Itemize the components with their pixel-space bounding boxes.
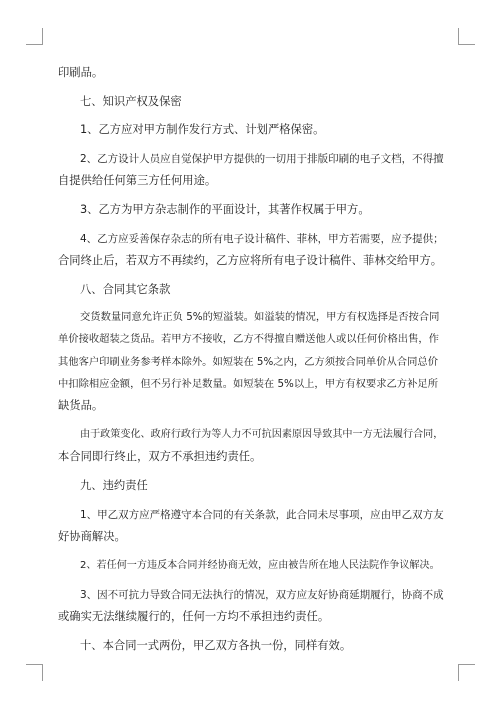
text-line: 4、乙方应妥善保存杂志的所有电子设计稿件、菲林，甲方若需要，应予提供； <box>80 233 444 245</box>
crop-mark-top-left <box>26 28 43 45</box>
text-line: 单价接收超装之货品。若甲方不接收，乙方不得擅自赠送他人或以任何价格出售，作 <box>58 333 439 345</box>
text-line: 由于政策变化、政府行政行为等人力不可抗因素原因导致其中一方无法履行合同， <box>80 429 444 440</box>
crop-mark-top-right <box>458 28 475 45</box>
text-line: 好协商解决。 <box>58 530 126 543</box>
section-heading: 九、违约责任 <box>80 479 148 492</box>
text-line: 本合同即行终止，双方不承担违约责任。 <box>58 450 262 463</box>
crop-mark-bottom-right <box>458 664 475 681</box>
section-heading: 七、知识产权及保密 <box>80 95 182 108</box>
text-line: 2、乙方设计人员应自觉保护甲方提供的一切用于排版印刷的电子文档，不得擅 <box>80 153 444 165</box>
text-line: 其他客户印刷业务参考样本除外。如短装在 5%之内，乙方须按合同单价从合同总价 <box>58 356 438 368</box>
text-line: 缺货品。 <box>58 399 104 412</box>
crop-mark-bottom-left <box>26 664 43 681</box>
text-line: 自提供给任何第三方任何用途。 <box>58 174 217 187</box>
text-line: 1、甲乙双方应严格遵守本合同的有关条款，此合同未尽事项，应由甲乙双方友 <box>80 509 444 521</box>
text-line: 十、本合同一式两份，甲乙双方各执一份，同样有效。 <box>80 639 352 652</box>
text-line: 中扣除相应金额，但不另行补足数量。如短装在 5%以上，甲方有权要求乙方补足所 <box>58 378 438 390</box>
text-line: 3、因不可抗力导致合同无法执行的情况，双方应友好协商延期履行，协商不成 <box>80 589 444 601</box>
text-line: 印刷品。 <box>58 66 104 79</box>
text-line: 或确实无法继续履行的，任何一方均不承担违约责任。 <box>58 610 330 623</box>
section-heading: 八、合同其它条款 <box>80 283 171 296</box>
text-line: 3、乙方为甲方杂志制作的平面设计，其著作权属于甲方。 <box>80 203 370 216</box>
text-line: 合同终止后，若双方不再续约，乙方应将所有电子设计稿件、菲林交给甲方。 <box>58 254 443 267</box>
text-line: 交货数量同意允许正负 5%的短溢装。如溢装的情况，甲方有权选择是否按合同 <box>80 311 440 323</box>
text-line: 1、乙方应对甲方制作发行方式、计划严格保密。 <box>80 123 325 136</box>
text-line: 2、若任何一方违反本合同并经协商无效，应由被告所在地人民法院作争议解决。 <box>80 560 440 571</box>
